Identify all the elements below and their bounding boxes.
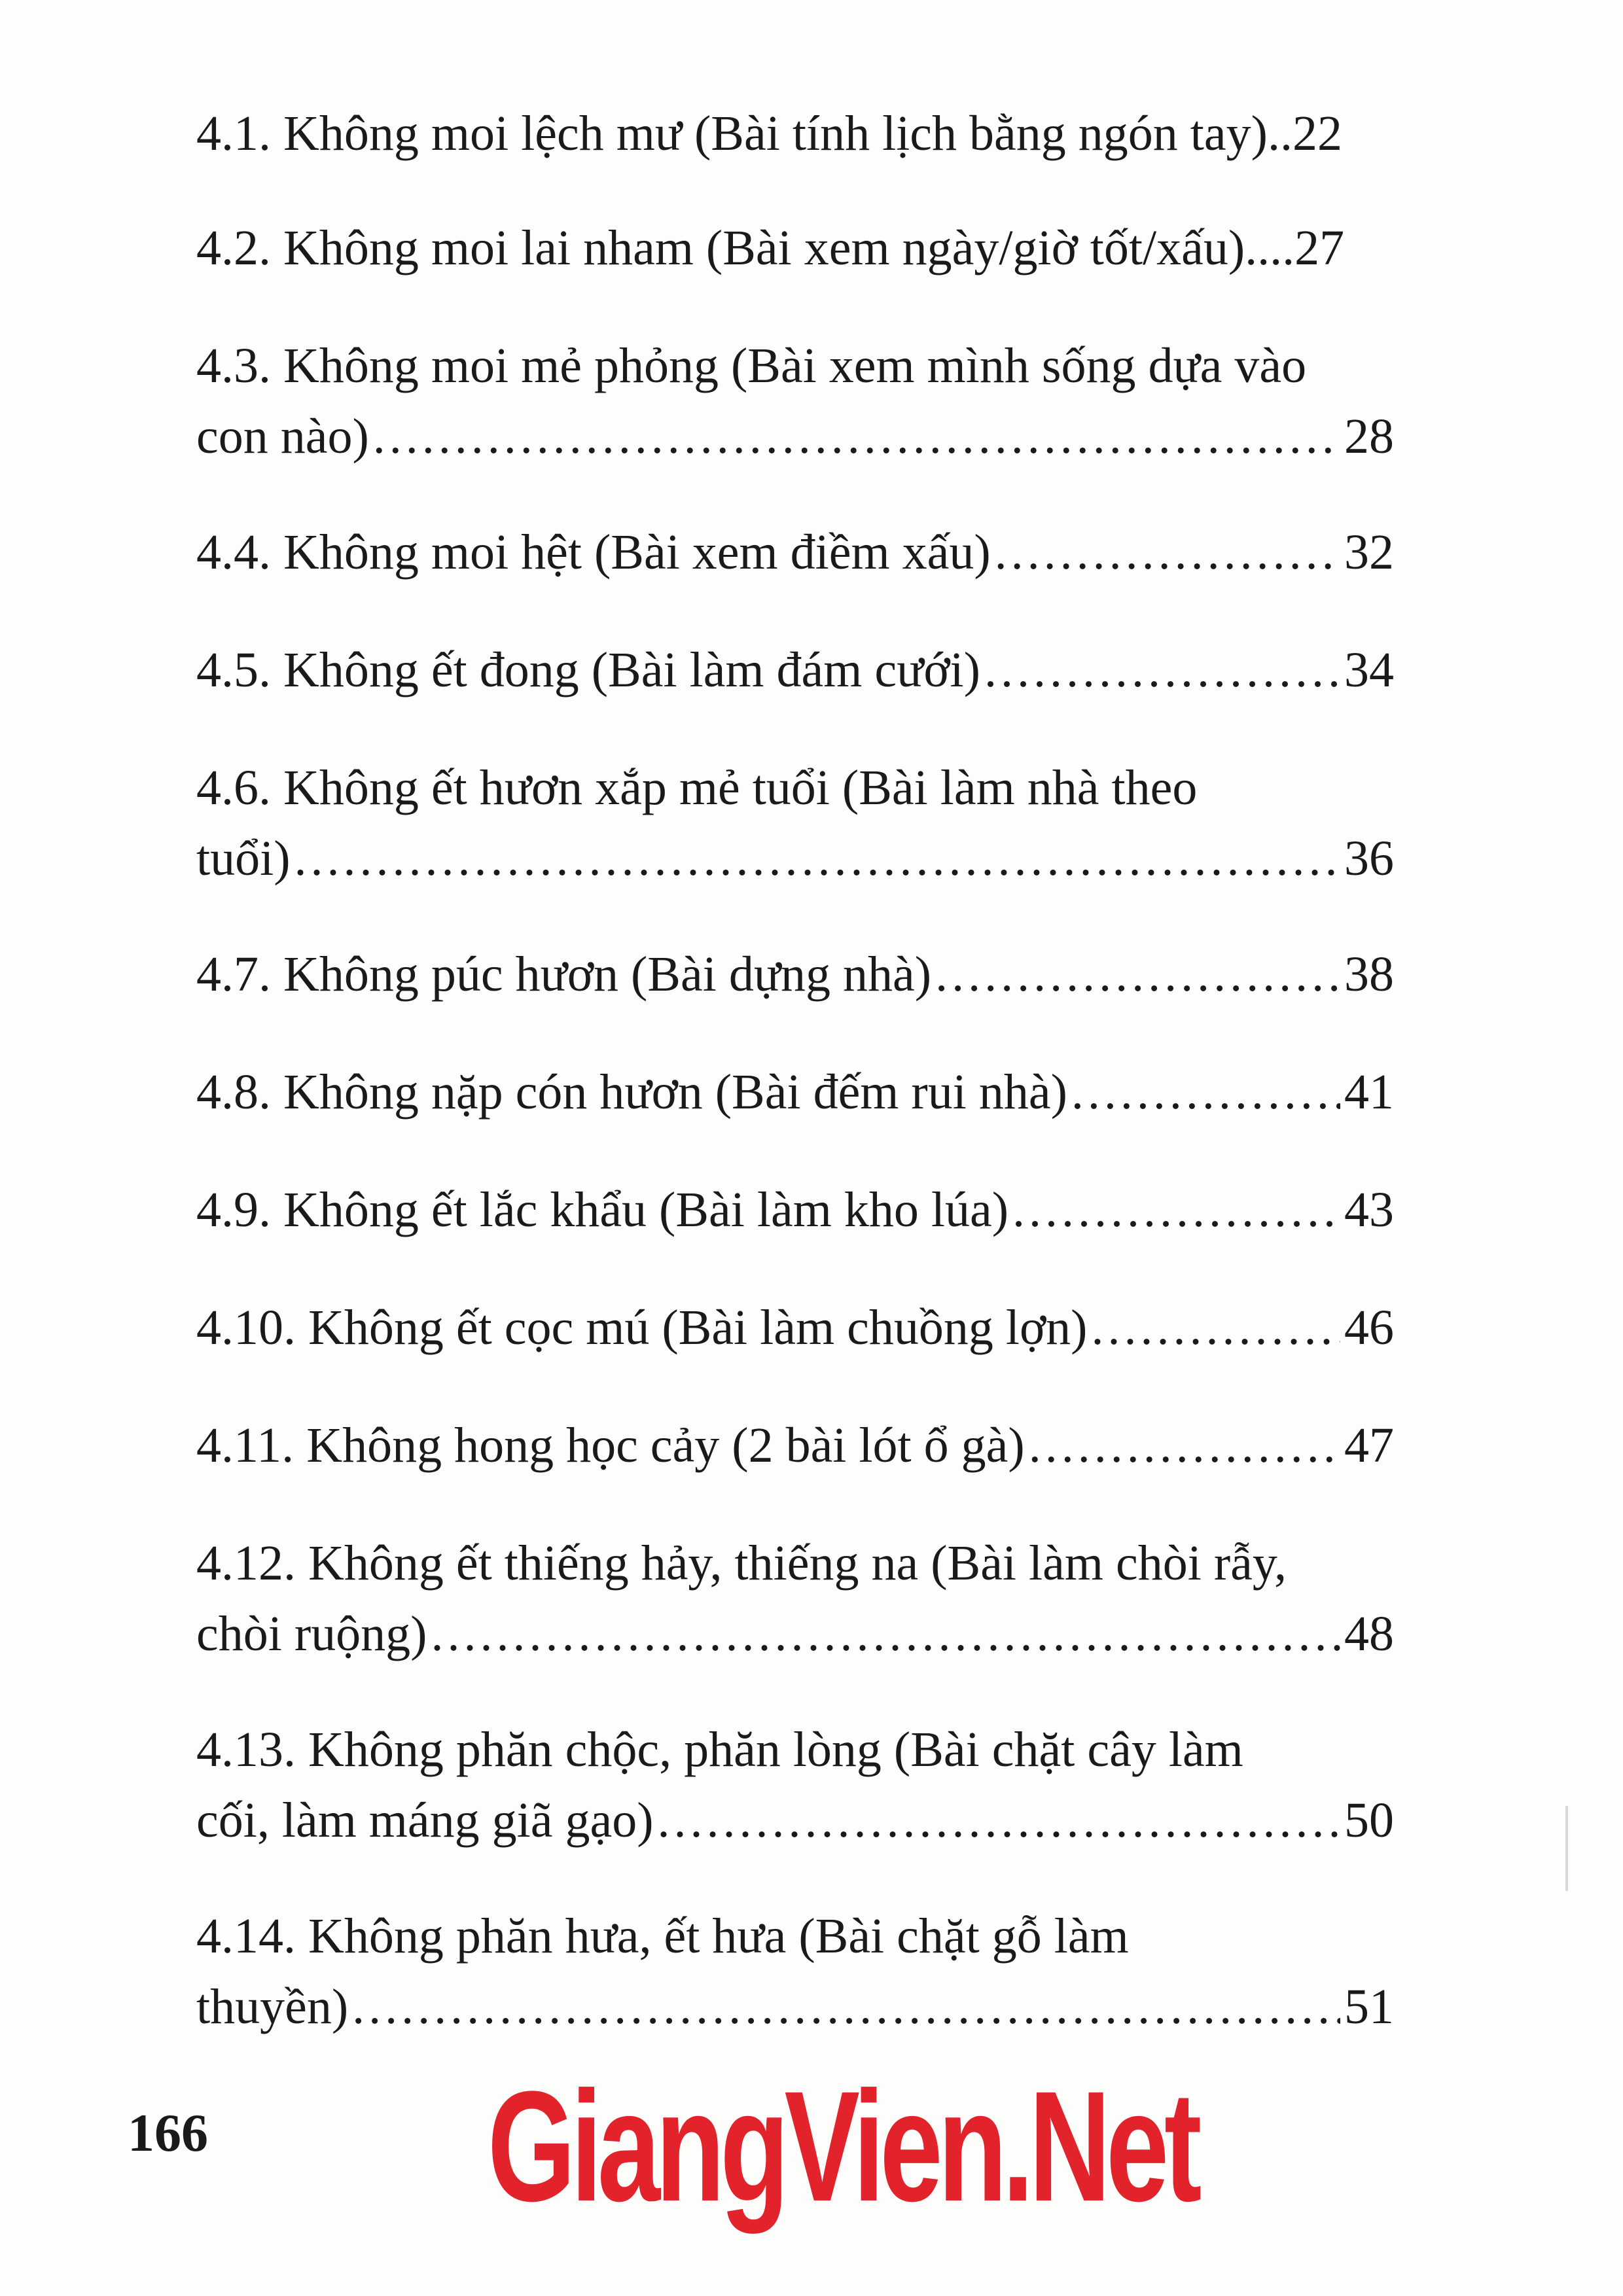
toc-entry-4-9: [196, 1174, 1394, 1245]
toc-entry-title: Không ết lắc khẩu (Bài làm kho lúa): [283, 1182, 1009, 1237]
toc-entry-number: 4.2.: [196, 221, 271, 275]
toc-page-number: 22: [1292, 106, 1342, 161]
toc-entry-4-1: [196, 98, 1394, 169]
toc-page-number: 43: [1344, 1182, 1394, 1237]
toc-entry-title: Không nặp cón hươn (Bài đếm rui nhà): [283, 1065, 1067, 1120]
toc-entry-title-continued: chòi ruộng): [196, 1606, 427, 1661]
toc-entry-title-continued: con nào): [196, 409, 369, 464]
toc-entry-title: Không moi lai nham (Bài xem ngày/giờ tốt/xấu): [283, 221, 1245, 275]
toc-dot-leader: [658, 1785, 1340, 1856]
toc-entry-4-14: [196, 1901, 1394, 2042]
toc-dot-leader: [995, 517, 1340, 588]
toc-dot-leader: [1091, 1292, 1340, 1363]
toc-entry-number: 4.8.: [196, 1065, 271, 1120]
toc-entry-title: Không hong học cảy (2 bài lót ổ gà): [306, 1418, 1025, 1473]
toc-entry-4-4: [196, 517, 1394, 588]
toc-entry-title: Không ết hươn xắp mẻ tuổi (Bài làm nhà theo: [283, 760, 1198, 815]
toc-entry-title: Không phăn chộc, phăn lòng (Bài chặt cây làm: [308, 1722, 1243, 1777]
toc-entry-number: 4.10.: [196, 1300, 296, 1355]
toc-page-number: 27: [1294, 221, 1345, 275]
toc-dot-leader: [373, 401, 1340, 472]
toc-entry-number: 4.5.: [196, 643, 271, 698]
toc-leader-short: ....: [1245, 221, 1295, 275]
toc-page-number: 28: [1344, 409, 1394, 464]
toc-entry-4-12: [196, 1528, 1394, 1669]
toc-entry-title-continued: thuyền): [196, 1979, 349, 2034]
watermark-logo: GiangVien.Net: [488, 2058, 1198, 2234]
toc-dot-leader: [1071, 1057, 1340, 1127]
toc-entry-number: 4.6.: [196, 760, 271, 815]
toc-entry-title: Không moi lệch mư (Bài tính lịch bằng ngón tay): [283, 106, 1268, 161]
toc-entry-number: 4.13.: [196, 1722, 296, 1777]
toc-entry-title: Không púc hươn (Bài dựng nhà): [283, 947, 932, 1002]
toc-entry-4-6: [196, 752, 1394, 894]
toc-page-number: 50: [1344, 1793, 1394, 1848]
toc-entry-number: 4.3.: [196, 338, 271, 393]
toc-page-number: 47: [1344, 1418, 1394, 1473]
toc-entry-title: Không phăn hưa, ết hưa (Bài chặt gỗ làm: [308, 1909, 1129, 1964]
toc-entry-title-continued: cối, làm máng giã gạo): [196, 1793, 654, 1848]
toc-dot-leader: [431, 1598, 1340, 1669]
toc-entry-number: 4.9.: [196, 1182, 271, 1237]
toc-entry-4-7: [196, 939, 1394, 1010]
toc-page-number: 36: [1344, 831, 1394, 886]
toc-dot-leader: [294, 823, 1340, 894]
toc-entry-number: 4.1.: [196, 106, 271, 161]
toc-page-number: 48: [1344, 1606, 1394, 1661]
toc-entry-4-13: [196, 1714, 1394, 1856]
toc-entry-title: Không ết thiếng hảy, thiếng na (Bài làm chòi rẫy,: [308, 1536, 1287, 1591]
toc-entry-title-continued: tuổi): [196, 831, 291, 886]
toc-page-number: 32: [1344, 525, 1394, 580]
toc-entry-4-3: [196, 330, 1394, 472]
toc-page-number: 34: [1344, 643, 1394, 698]
toc-entry-number: 4.7.: [196, 947, 271, 1002]
toc-entry-4-2: [196, 213, 1394, 283]
toc-entry-title: Không moi hệt (Bài xem điềm xấu): [283, 525, 991, 580]
toc-entry-4-10: [196, 1292, 1394, 1363]
toc-entry-4-8: [196, 1057, 1394, 1127]
toc-entry-title: Không moi mẻ phỏng (Bài xem mình sống dựa vào: [283, 338, 1307, 393]
toc-entry-title: Không ết đong (Bài làm đám cưới): [283, 643, 980, 698]
toc-dot-leader: [1029, 1410, 1340, 1481]
toc-dot-leader: [352, 1971, 1340, 2042]
toc-leader-short: ..: [1267, 106, 1293, 161]
toc-dot-leader: [984, 635, 1340, 705]
toc-page-number: 38: [1344, 947, 1394, 1002]
toc-entry-number: 4.4.: [196, 525, 271, 580]
toc-entry-number: 4.12.: [196, 1536, 296, 1591]
toc-page-number: 41: [1344, 1065, 1394, 1120]
toc-entry-4-11: [196, 1410, 1394, 1481]
page-edge-mark: [1565, 1806, 1568, 1891]
toc-entry-title: Không ết cọc mú (Bài làm chuồng lợn): [308, 1300, 1088, 1355]
toc-entry-number: 4.14.: [196, 1909, 296, 1964]
toc-dot-leader: [1012, 1174, 1340, 1245]
page-number: 166: [128, 2103, 208, 2163]
toc-page-number: 46: [1344, 1300, 1394, 1355]
toc-entry-4-5: [196, 635, 1394, 705]
toc-dot-leader: [935, 939, 1340, 1010]
toc-entry-number: 4.11.: [196, 1418, 294, 1473]
toc-page-number: 51: [1344, 1979, 1394, 2034]
